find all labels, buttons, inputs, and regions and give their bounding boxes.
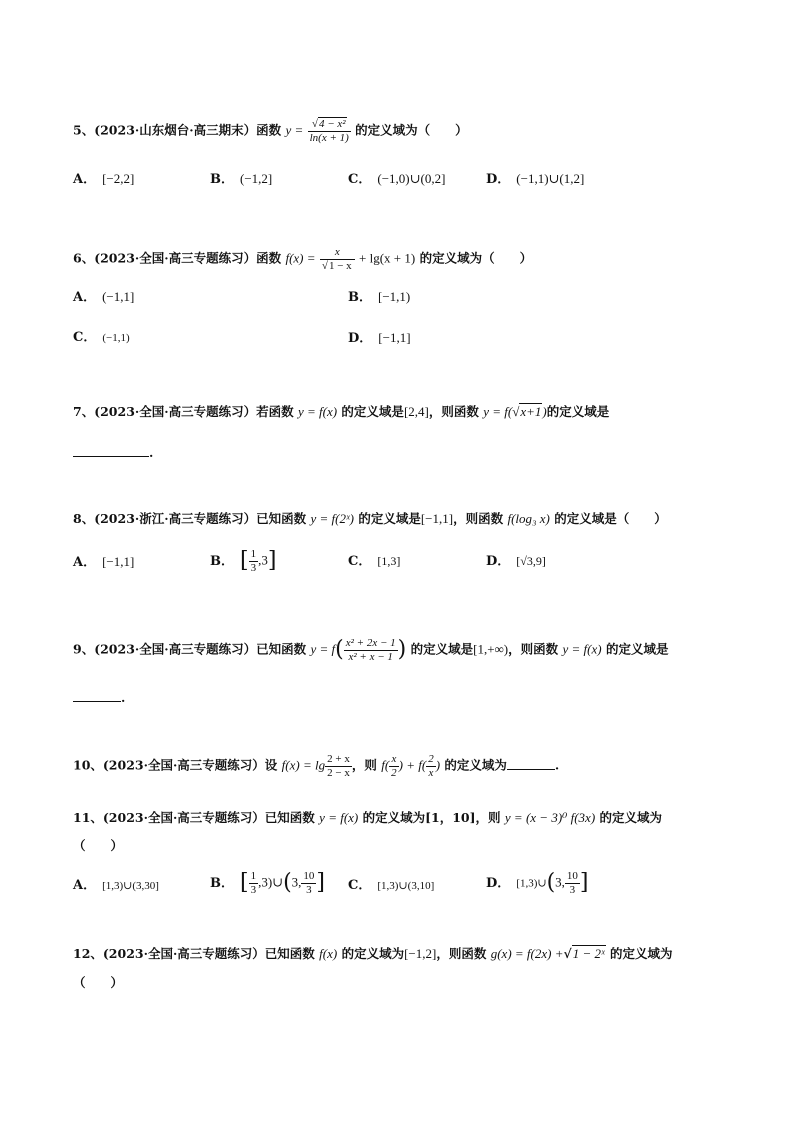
q8-domain: [−1,1] bbox=[420, 511, 454, 526]
q7-inner: x+1 bbox=[520, 404, 542, 419]
q10-end: . bbox=[554, 757, 560, 773]
question-8 bbox=[73, 512, 667, 526]
q12-domain: [−1,2] bbox=[404, 946, 437, 961]
q5-tail: 的定义域为（ ） bbox=[355, 122, 468, 138]
q11-func2: y = (x − 3)⁰ f(3x) bbox=[504, 810, 596, 825]
q6-option-a[interactable]: A． (−1,1] bbox=[73, 289, 135, 305]
q7-text3: 的定义域是 bbox=[546, 404, 610, 419]
q6-tail: 的定义域为（ ） bbox=[419, 250, 533, 266]
q8-option-d[interactable]: D． [√3,9] bbox=[486, 554, 546, 569]
q9-text1: 的定义域是 bbox=[410, 641, 474, 657]
q12-text1: 的定义域为 bbox=[341, 946, 405, 961]
q6-denominator: 1 − x bbox=[328, 259, 352, 272]
q9-numerator: x² + 2x − 1 bbox=[345, 637, 396, 649]
q5-option-d[interactable]: D． (−1,1)∪(1,2] bbox=[486, 171, 585, 187]
q11-head: 11、(2023·全国·高三专题练习）已知函数 bbox=[73, 810, 315, 825]
question-12: 12、(2023·全国·高三专题练习）已知函数 f(x) 的定义域为[−1,2]，则函数 g(x) = f(2x) +√1 − 2ˣ 的定义域为 bbox=[73, 946, 673, 961]
q10-func: f(x) = lg bbox=[281, 757, 326, 773]
q8-text3: 的定义域是（ ） bbox=[554, 511, 667, 526]
q7-end: . bbox=[149, 445, 154, 460]
q12-text2: ，则函数 bbox=[436, 946, 487, 961]
q6-option-d[interactable]: D． [−1,1] bbox=[348, 330, 411, 346]
q11-option-b[interactable]: B． [ $\frac{1}{3}$ ,3)∪(3, $\frac{10}{3}$ ] bbox=[210, 870, 326, 896]
q7-text1: 的定义域是 bbox=[341, 404, 404, 419]
q9-blank[interactable] bbox=[73, 700, 121, 702]
q10-head: 10、(2023·全国·高三专题练习）设 bbox=[73, 757, 278, 773]
q12-g: g(x) = f(2x) + bbox=[490, 946, 564, 961]
q8-option-b[interactable]: B． [ $\frac{1}{3}$ ,3] bbox=[210, 548, 277, 574]
q5-fraction: $\frac{\text{√4 − x²}}{\ln(x + 1)}$ bbox=[309, 118, 349, 144]
q11-option-c[interactable]: C． [1,3)∪(3,10] bbox=[348, 878, 435, 893]
question-7: 7、(2023·全国·高三专题练习）若函数 y = f(x) 的定义域是[2,4]，则函数 y = f(√x+1)的定义域是 bbox=[73, 404, 610, 419]
q12-root: 1 − 2ˣ bbox=[572, 946, 605, 961]
q10-blank[interactable] bbox=[507, 768, 555, 770]
q5-numerator: 4 − x² bbox=[318, 118, 346, 130]
question-11 bbox=[73, 811, 662, 825]
q7-func: y = f(x) bbox=[297, 404, 338, 419]
q9-fraction bbox=[344, 637, 398, 663]
q7-answer-line bbox=[73, 447, 153, 460]
q8-b-num: 1 bbox=[250, 548, 257, 560]
q9-end: . bbox=[121, 690, 126, 705]
question-6: 6、(2023·全国·高三专题练习）函数 f(x) = $\frac{x}{√1 - x}$ + lg(x + 1) 的定义域为（ ） bbox=[73, 246, 533, 272]
q6-extra: + lg(x + 1) bbox=[359, 250, 416, 266]
q9-head: 9、(2023·全国·高三专题练习）已知函数 bbox=[73, 641, 307, 657]
q9-text3: 的定义域是 bbox=[605, 641, 669, 657]
q11-text1: 的定义域为[1，10]，则 bbox=[362, 810, 501, 825]
q5-option-c[interactable]: C． (−1,0)∪(0,2] bbox=[348, 171, 446, 187]
q12-func1: f(x) bbox=[319, 946, 338, 961]
q11-func1: y = f(x) bbox=[319, 810, 359, 825]
q5-option-a[interactable]: A． [−2,2] bbox=[73, 171, 135, 187]
q8-func2: f(log₃ x) bbox=[507, 511, 550, 526]
q10-fraction: $\frac{2 + x}{2 - x}$ bbox=[327, 753, 350, 779]
q10-frac-a: $\frac{x}{2}$ bbox=[391, 753, 397, 779]
q6-option-b[interactable]: B． [−1,1) bbox=[348, 289, 411, 305]
q10-text2: 的定义域为 bbox=[444, 757, 507, 773]
q7-domain: [2,4] bbox=[403, 404, 429, 419]
q11-option-d[interactable]: D． [1,3)∪(3, $\frac{10}{3}$ ] bbox=[486, 870, 589, 896]
q7-blank[interactable] bbox=[73, 455, 149, 457]
question-9: 9、(2023·全国·高三专题练习）已知函数 y = f( $\frac{\text{x² + 2x − 1}}{\text{x² + x − 1}}$ ) 的定义域是[1,+∞)，则函数 y = f(x) 的定义域是 bbox=[73, 637, 669, 663]
q8-text1: 的定义域是 bbox=[358, 511, 421, 526]
q10-text1: ，则 bbox=[351, 757, 377, 773]
q8-b-den: 3 bbox=[250, 561, 257, 574]
q8-b-rest: ,3 bbox=[258, 552, 268, 568]
q11-text2: 的定义域为 bbox=[599, 810, 663, 825]
q7-head: 7、(2023·全国·高三专题练习）若函数 bbox=[73, 404, 294, 419]
q8-option-a[interactable]: A． [−1,1] bbox=[73, 554, 135, 570]
q8-option-c[interactable]: C． [1,3] bbox=[348, 554, 401, 569]
q9-text2: ，则函数 bbox=[508, 641, 559, 657]
q7-text2: ，则函数 bbox=[428, 404, 479, 419]
q9-denominator: x² + x − 1 bbox=[348, 650, 393, 663]
q9-domain: [1,+∞) bbox=[473, 641, 509, 657]
q5-denominator: ln(x + 1) bbox=[309, 131, 349, 144]
q9-func2: y = f(x) bbox=[562, 641, 602, 657]
q10-frac-b: $\frac{2}{x}$ bbox=[428, 753, 434, 779]
q8-func1: y = f(2ˣ) bbox=[310, 511, 354, 526]
q12-paren: （ ） bbox=[73, 975, 124, 990]
q5-option-b[interactable]: B． (−1,2] bbox=[210, 171, 273, 187]
q12-text3: 的定义域为 bbox=[610, 946, 673, 961]
question-5: 5、(2023·山东烟台·高三期末）函数 y = $\frac{\text{√4 − x²}}{\ln(x + 1)}$ 的定义域为（ ） bbox=[73, 118, 468, 144]
q11-option-a[interactable]: A． [1,3)∪(3,30] bbox=[73, 878, 159, 893]
q9-answer-line bbox=[73, 692, 125, 705]
q6-option-c[interactable]: C． (−1,1) bbox=[73, 330, 130, 345]
q6-fraction: $\frac{x}{√1 - x}$ bbox=[320, 246, 355, 272]
q12-head: 12、(2023·全国·高三专题练习）已知函数 bbox=[73, 946, 315, 961]
q11-paren: （ ） bbox=[73, 838, 124, 853]
q6-numerator: x bbox=[320, 246, 355, 260]
q8-head: 8、(2023·浙江·高三专题练习）已知函数 bbox=[73, 511, 307, 526]
q8-text2: ，则函数 bbox=[453, 511, 504, 526]
q6-head: 6、(2023·全国·高三专题练习）函数 bbox=[73, 250, 282, 266]
question-10: 10、(2023·全国·高三专题练习）设 f(x) = lg $\frac{2 + x}{2 - x}$ ，则 f( $\frac{x}{2}$ ) + f( $\frac{2}{x}$ ) 的定义域为 . bbox=[73, 753, 560, 779]
q5-head: 5、(2023·山东烟台·高三期末）函数 bbox=[73, 122, 282, 138]
